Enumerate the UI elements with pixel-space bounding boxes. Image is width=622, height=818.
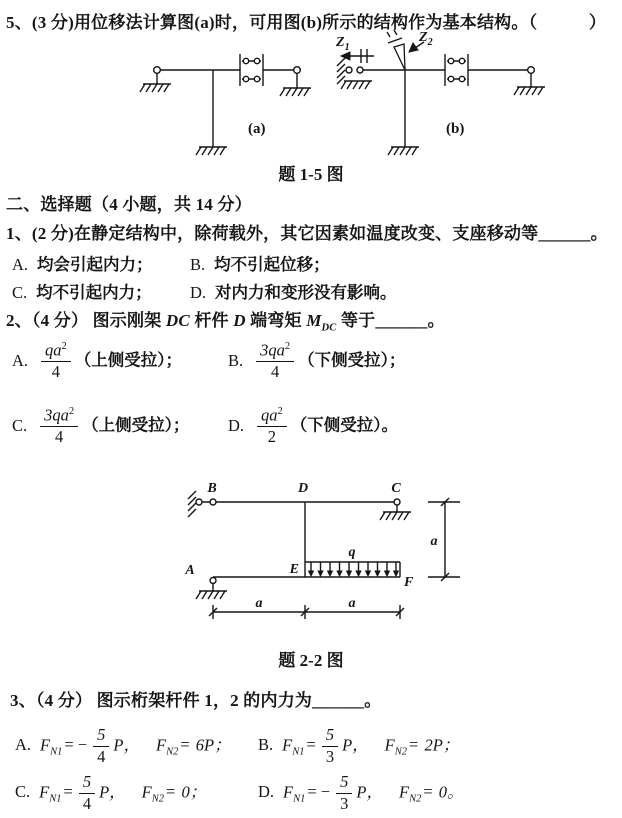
figure-2-2-drawing <box>0 465 622 637</box>
option-label: C. <box>12 415 28 435</box>
dimension-bottom <box>209 596 404 619</box>
q2-option-d <box>228 406 398 447</box>
option-label: A. <box>15 735 32 755</box>
fixed-support-icon <box>388 147 419 155</box>
hinge-support-icon <box>346 67 352 73</box>
z2-label: $Z_2$ <box>419 30 433 48</box>
frame-b <box>335 30 545 155</box>
hinge-icon <box>196 499 202 505</box>
option-text: （上侧受拉）； <box>74 350 183 370</box>
q3-option-d: D. $F_{N1}$ = − $\frac{5}{3}$ P， $F_{N2} = 0$。 <box>258 772 464 813</box>
dimension-right <box>428 498 460 581</box>
option-label: D. <box>190 283 207 302</box>
roller-support-icon <box>394 499 400 505</box>
option-text: 对内力和变形没有影响。 <box>215 283 397 302</box>
node-c-label: C <box>391 481 401 496</box>
option-label: D. <box>258 782 275 802</box>
option-label: B. <box>190 255 206 274</box>
fraction: $\frac{5}{3}$ <box>322 726 338 767</box>
q1-option-d <box>190 279 397 303</box>
frame-a-label: (a) <box>248 121 266 137</box>
q1-option-a <box>12 251 153 275</box>
dim-a-mid-label: a <box>348 596 356 611</box>
option-text: （上侧受拉）； <box>82 415 190 435</box>
frame-a <box>140 54 311 155</box>
fraction: $\frac{5}{4}$ <box>93 726 109 767</box>
q2-option-b <box>228 341 405 382</box>
fraction: $\frac{5}{4}$ <box>79 773 95 814</box>
option-label: D. <box>228 415 245 435</box>
fixed-support-icon <box>196 147 227 155</box>
figure-1-5-drawing <box>0 28 622 162</box>
option-label: A. <box>12 255 29 274</box>
hinge-support-icon <box>210 578 216 584</box>
option-text: 均不引起位移； <box>214 255 330 274</box>
hinge-support-icon <box>528 67 535 74</box>
frame-b-label: (b) <box>446 121 465 137</box>
question-3-stem: 3、（4 分） 图示桁架杆件 1，2 的内力为______。 <box>10 691 382 710</box>
question-1-stem: 1、(2 分)在静定结构中，除荷载外，其它因素如温度改变、支座移动等______。 <box>6 224 608 243</box>
option-text: （下侧受拉）。 <box>290 415 399 435</box>
rotation-restraint-icon <box>387 30 405 70</box>
option-label: B. <box>228 350 244 370</box>
node-d-label: D <box>297 481 309 496</box>
option-label: B. <box>258 735 274 755</box>
q1-option-c <box>12 279 152 303</box>
q2-option-c <box>12 406 189 447</box>
node-e-label: E <box>289 562 299 577</box>
node-f-label: F <box>404 575 414 590</box>
load-q-label: q <box>348 545 356 560</box>
q3-option-c: C. $F_{N1}$ = $\frac{5}{4}$ P， $F_{N2} = 0$； <box>15 772 207 813</box>
hinge-support-icon <box>294 67 301 74</box>
dim-a-left-label: a <box>255 596 263 611</box>
node-a-label: A <box>185 563 195 578</box>
question-2-stem: 2、（4 分） 图示刚架 DC 杆件 D 端弯矩 $M_{DC}$ 等于______。 <box>6 311 445 334</box>
figure-2-2-caption: 题 2-2 图 <box>278 651 344 670</box>
fraction: $\frac{qa^2}{4}$ <box>41 341 71 382</box>
hinge-support-icon <box>154 67 161 74</box>
fraction: $\frac{5}{3}$ <box>336 773 352 814</box>
option-label: C. <box>15 782 31 802</box>
node-b-label: B <box>207 481 217 496</box>
option-text: 均会引起内力； <box>37 255 153 274</box>
question-5-stem: 5、(3 分)用位移法计算图(a)时，可用图(b)所示的结构作为基本结构。（ ） <box>6 13 607 32</box>
option-label: A. <box>12 350 29 370</box>
figure-1-5-caption: 题 1-5 图 <box>278 165 344 184</box>
section-2-title: 二、选择题（4 小题，共 14 分） <box>6 195 252 214</box>
option-text: （下侧受拉）； <box>298 350 406 370</box>
hinge-icon <box>210 499 216 505</box>
fraction: $\frac{3qa^2}{4}$ <box>256 341 294 382</box>
dim-a-right-label: a <box>430 534 438 549</box>
fraction: $\frac{qa^2}{2}$ <box>257 406 287 447</box>
option-text: 均不引起内力； <box>36 283 152 302</box>
option-label: C. <box>12 283 28 302</box>
fraction: $\frac{3qa^2}{4}$ <box>40 406 78 447</box>
q3-option-b: B. $F_{N1}$ = $\frac{5}{3}$ P， $F_{N2} = 2P$； <box>258 725 460 766</box>
distributed-load <box>305 545 400 577</box>
q3-option-a: A. $F_{N1}$ = − $\frac{5}{4}$ P， $F_{N2} = 6P$； <box>15 725 231 766</box>
q1-option-b <box>190 251 330 275</box>
z1-label: $Z_1$ <box>336 35 350 53</box>
q2-option-a <box>12 341 182 382</box>
